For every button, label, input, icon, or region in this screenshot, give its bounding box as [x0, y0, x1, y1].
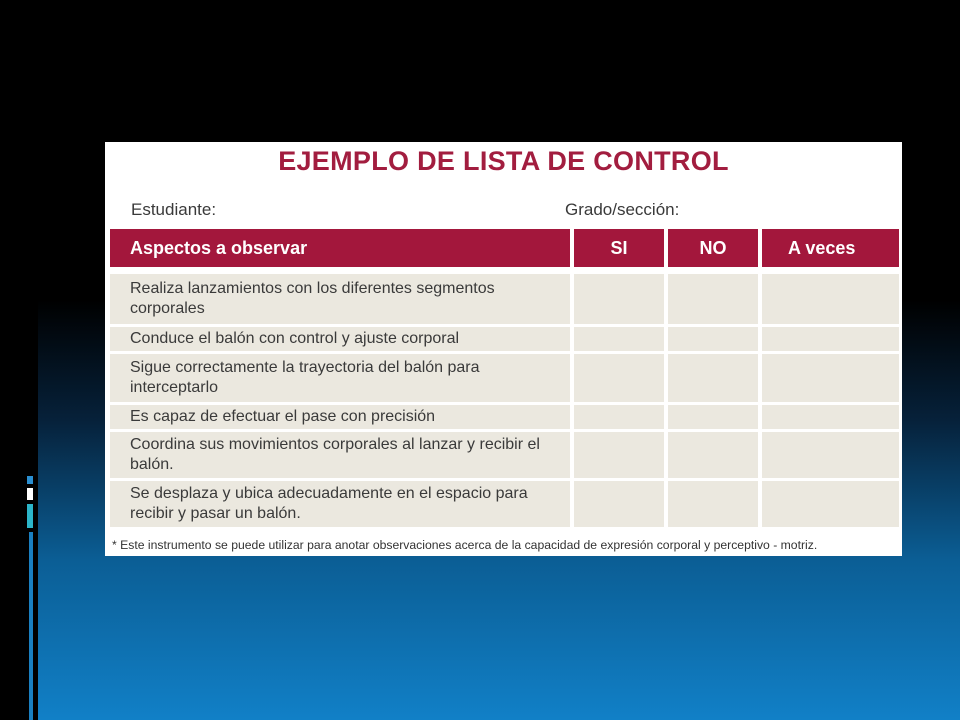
row-no-cell[interactable]	[668, 327, 758, 351]
row-si-cell[interactable]	[574, 481, 664, 527]
row-aspect: Sigue correctamente la trayectoria del balón para interceptarlo	[110, 354, 570, 402]
row-no-cell[interactable]	[668, 405, 758, 429]
row-si-cell[interactable]	[574, 432, 664, 478]
row-si-cell[interactable]	[574, 354, 664, 402]
row-si-cell[interactable]	[574, 327, 664, 351]
row-no-cell[interactable]	[668, 481, 758, 527]
row-aveces-cell[interactable]	[762, 354, 899, 402]
row-no-cell[interactable]	[668, 354, 758, 402]
row-aveces-cell[interactable]	[762, 405, 899, 429]
deco-bar-bottom	[29, 532, 33, 720]
row-aspect: Es capaz de efectuar el pase con precisión	[110, 405, 570, 429]
header-aveces: A veces	[762, 229, 899, 267]
page-title: EJEMPLO DE LISTA DE CONTROL	[278, 146, 729, 176]
deco-square-2	[27, 488, 33, 500]
row-si-cell[interactable]	[574, 405, 664, 429]
header-si: SI	[574, 229, 664, 267]
deco-square-3	[27, 504, 33, 528]
row-no-cell[interactable]	[668, 432, 758, 478]
header-no: NO	[668, 229, 758, 267]
footnote: * Este instrumento se puede utilizar para anotar observaciones acerca de la capacidad de expresión corporal y perceptivo - motriz.	[112, 538, 818, 552]
row-aspect: Conduce el balón con control y ajuste corporal	[110, 327, 570, 351]
student-label: Estudiante:	[131, 200, 217, 219]
deco-bar-top	[29, 0, 33, 475]
row-aspect: Se desplaza y ubica adecuadamente en el espacio para recibir y pasar un balón.	[110, 481, 570, 527]
row-aveces-cell[interactable]	[762, 274, 899, 324]
checklist-table	[110, 229, 899, 527]
grade-label: Grado/sección:	[565, 200, 680, 219]
row-aveces-cell[interactable]	[762, 327, 899, 351]
row-si-cell[interactable]	[574, 274, 664, 324]
deco-square-1	[27, 476, 33, 484]
row-aspect: Realiza lanzamientos con los diferentes segmentos corporales	[110, 274, 570, 324]
row-aspect: Coordina sus movimientos corporales al lanzar y recibir el balón.	[110, 432, 570, 478]
row-no-cell[interactable]	[668, 274, 758, 324]
checklist-card	[105, 142, 902, 556]
row-aveces-cell[interactable]	[762, 432, 899, 478]
header-aspect: Aspectos a observar	[110, 229, 570, 267]
row-aveces-cell[interactable]	[762, 481, 899, 527]
